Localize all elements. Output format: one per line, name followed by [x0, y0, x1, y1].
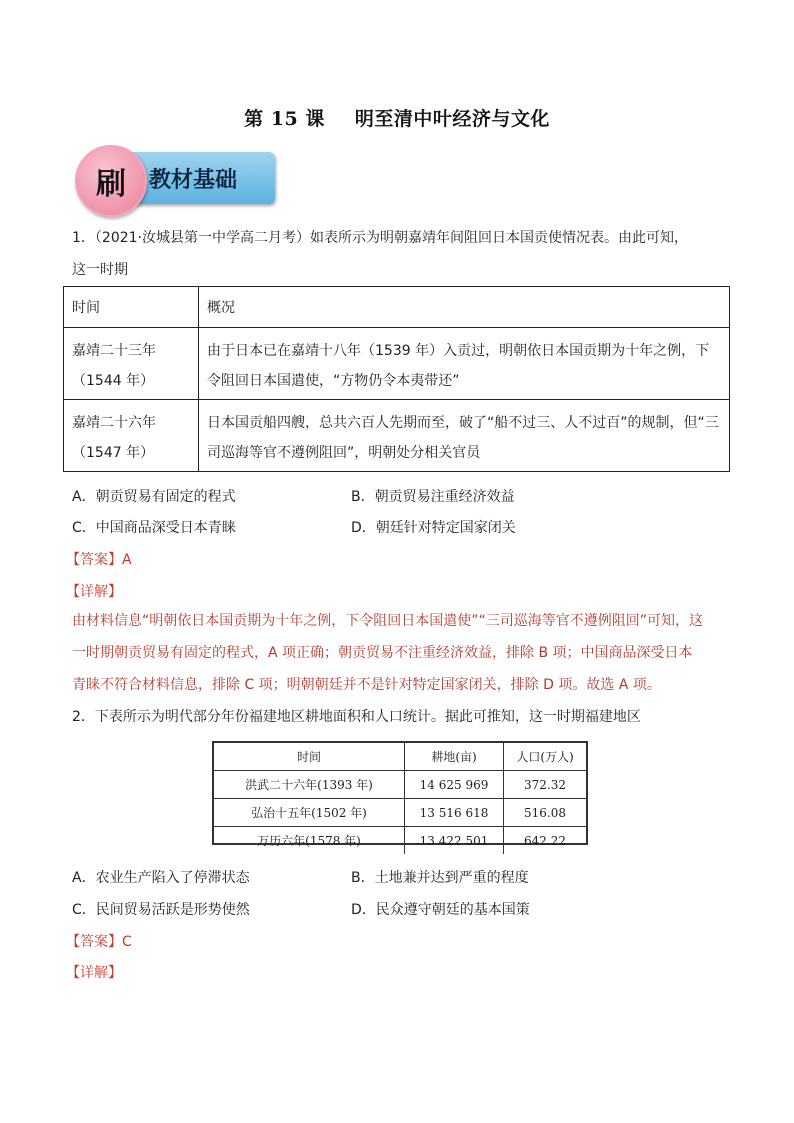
q2-header-land: 耕地(亩) — [405, 743, 504, 771]
table-row — [214, 827, 586, 855]
q1-row1-desc: 由于日本已在嘉靖十八年（1539 年）入贡过，明朝依日本国贡期为十年之例，下令阻回日本国遣使，“方物仍令本夷带还” — [199, 328, 730, 400]
q1-header-desc: 概况 — [199, 287, 730, 328]
section-banner — [75, 152, 275, 204]
q2-option-a[interactable]: A．农业生产陷入了停滞状态 — [72, 870, 250, 886]
table-row — [214, 771, 586, 799]
q2-row2-time: 弘治十五年(1502 年) — [214, 799, 405, 827]
q1-stem-line1: 1．（2021·汝城县第一中学高二月考）如表所示为明朝嘉靖年间阻回日本国贡使情况表。由此可知， — [72, 230, 688, 246]
q2-header-time: 时间 — [214, 743, 405, 771]
q2-row2-land: 13 516 618 — [405, 799, 504, 827]
q1-row1-era: 嘉靖二十三年 — [72, 343, 156, 359]
q1-detail-label: 【详解】 — [66, 584, 122, 600]
q1-option-c[interactable]: C．中国商品深受日本青睐 — [72, 520, 236, 536]
q1-row2-time — [64, 400, 199, 472]
q1-explain-line1: 由材料信息“明朝依日本国贡期为十年之例，下令阻回日本国遣使”“三司巡海等官不遵例阻回”可知，这 — [72, 613, 704, 629]
q1-explain-line3: 青睐不符合材料信息，排除 C 项；明朝朝廷并不是针对特定国家闭关，排除 D 项。故选 A 项。 — [72, 677, 661, 693]
table-row — [64, 400, 730, 472]
q1-row2-year: （1547 年） — [72, 445, 155, 461]
q2-stem: 2．下表所示为明代部分年份福建地区耕地面积和人口统计。据此可推知，这一时期福建地区 — [72, 709, 641, 725]
q1-table — [63, 286, 730, 472]
q1-option-b[interactable]: B．朝贡贸易注重经济效益 — [351, 489, 515, 505]
q1-row2-desc: 日本国贡船四艘，总共六百人先期而至，破了“船不过三、人不过百”的规制，但“三司巡海等官不遵例阻回”，明朝处分相关官员 — [199, 400, 730, 472]
q1-table-header — [64, 287, 730, 328]
q2-table-frame — [212, 741, 588, 848]
q2-option-c[interactable]: C．民间贸易活跃是形势使然 — [72, 902, 250, 918]
q2-row3-land: 13 422 501 — [405, 827, 504, 855]
banner-badge-text: 刷 — [96, 167, 126, 202]
lesson-number: 第 15 课 — [244, 108, 325, 130]
q1-row2-era: 嘉靖二十六年 — [72, 415, 156, 431]
q2-detail-label: 【详解】 — [66, 965, 122, 981]
q1-explanation — [72, 605, 732, 701]
q2-row3-time: 万历六年(1578 年) — [214, 827, 405, 855]
q2-option-b[interactable]: B．土地兼并达到严重的程度 — [351, 870, 529, 886]
banner-label: 教材基础 — [149, 168, 238, 193]
q1-stem-line2: 这一时期 — [72, 262, 128, 278]
q1-answer: 【答案】A — [66, 552, 132, 568]
q2-row1-time: 洪武二十六年(1393 年) — [214, 771, 405, 799]
q2-row1-land: 14 625 969 — [405, 771, 504, 799]
lesson-name: 明至清中叶经济与文化 — [354, 108, 550, 130]
q2-row2-pop: 516.08 — [504, 799, 587, 827]
q1-option-d[interactable]: D．朝廷针对特定国家闭关 — [351, 520, 516, 536]
q1-header-time: 时间 — [64, 287, 199, 328]
q2-header-pop: 人口(万人) — [504, 743, 587, 771]
table-row — [64, 328, 730, 400]
q1-row1-time — [64, 328, 199, 400]
q2-row1-pop: 372.32 — [504, 771, 587, 799]
q2-table — [214, 743, 586, 854]
banner-badge — [75, 145, 147, 217]
q1-row1-year: （1544 年） — [72, 373, 155, 389]
page-title — [0, 104, 794, 131]
q2-option-d[interactable]: D．民众遵守朝廷的基本国策 — [351, 902, 530, 918]
q1-option-a[interactable]: A．朝贡贸易有固定的程式 — [72, 489, 236, 505]
q2-row3-pop: 642.22 — [524, 833, 566, 848]
q2-table-header — [214, 743, 586, 771]
q2-answer: 【答案】C — [66, 934, 132, 950]
table-row — [214, 799, 586, 827]
q1-explain-line2: 一时期朝贡贸易有固定的程式，A 项正确；朝贡贸易不注重经济效益，排除 B 项；中国商品深受日本 — [72, 645, 693, 661]
